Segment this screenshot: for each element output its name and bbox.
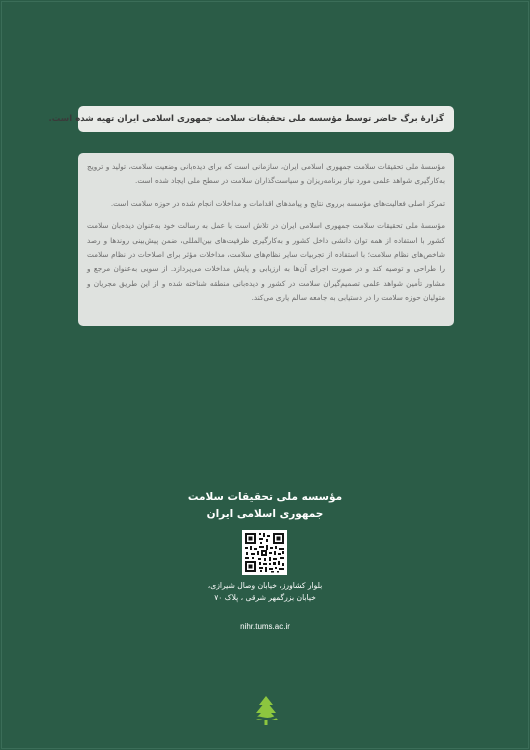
about-p1-line2: و ترویج به‌کارگیری شواهد علمی مورد نیاز برنامه‌ریزان و سیاست‌گذاران سلامت در سطح ملی ایجاد شده است. — [87, 162, 445, 186]
about-paragraph-2: تمرکز اصلی فعالیت‌های مؤسسه برروی نتایج و پیامدهای اقدامات و مداخلات انجام شده در حوزه سلامت است. — [110, 198, 445, 208]
statement-text: گزارهٔ برگ حاضر توسط مؤسسه ملی تحقیقات سلامت جمهوری اسلامی ایران تهیه شده است. — [48, 114, 444, 124]
about-p3-line1: مؤسسهٔ ملی تحقیقات سلامت جمهوری اسلامی ایران در تلاش است با عمل به رسالت خود به‌عنوان دیده‌بان — [111, 221, 446, 231]
about-p3-line4: اصلاحات در نظام سلامت را طراحی و توصیه کند و در صورت اجرای آن‌ها به ارزیابی و پایش مداخلات می‌پردازد. — [87, 250, 445, 274]
address-line1: بلوار کشاورز، خیابان وصال شیرازی، — [207, 581, 323, 590]
about-p3-line5: از سویی به‌عنوان مرجع و مشاور تأمین شواهد علمی تصمیم‌گیران سلامت در کشور و دیده‌بانی منطقه شناخته — [87, 264, 445, 288]
about-paragraph-1 — [87, 160, 445, 189]
institute-name-line2: جمهوری اسلامی ایران — [206, 508, 324, 520]
about-paragraph-3 — [87, 219, 445, 305]
about-p3-line3: روندها و رصد شاخص‌های نظام سلامت؛ با استفاده از تجربیات سایر نظام‌های سلامت، مداخلات مؤثر برای — [87, 235, 445, 260]
address — [0, 580, 530, 604]
about-p3-line2: سلامت کشور با استفاده از همه توان دانشی داخل کشور و به‌کارگیری ظرفیت‌های بین‌المللی، ضمن پیش‌بینی — [87, 221, 445, 245]
about-panel — [78, 153, 454, 326]
address-line2: خیابان بزرگمهر شرقی ، پلاک ۷۰ — [214, 593, 316, 602]
about-p3-line6: شده و از این طریق مجریان و متولیان حوزه سلامت را در دستیابی به جامعه سالم یاری می‌کند. — [87, 278, 445, 303]
nihr-tree-logo-icon — [250, 694, 282, 726]
qr-code-graphic — [242, 530, 287, 575]
qr-code-icon[interactable] — [242, 530, 287, 575]
website-url[interactable]: nihr.tums.ac.ir — [240, 622, 290, 631]
institute-name-line1: مؤسسه ملی تحقیقات سلامت — [187, 491, 343, 503]
statement-box — [48, 106, 454, 132]
logo-graphic — [250, 694, 282, 726]
institute-name — [0, 489, 530, 523]
about-p1-line1: مؤسسهٔ ملی تحقیقات سلامت جمهوری اسلامی ایران، سازمانی است که برای دیده‌بانی وضعیت سلامت، تولید — [111, 162, 445, 171]
